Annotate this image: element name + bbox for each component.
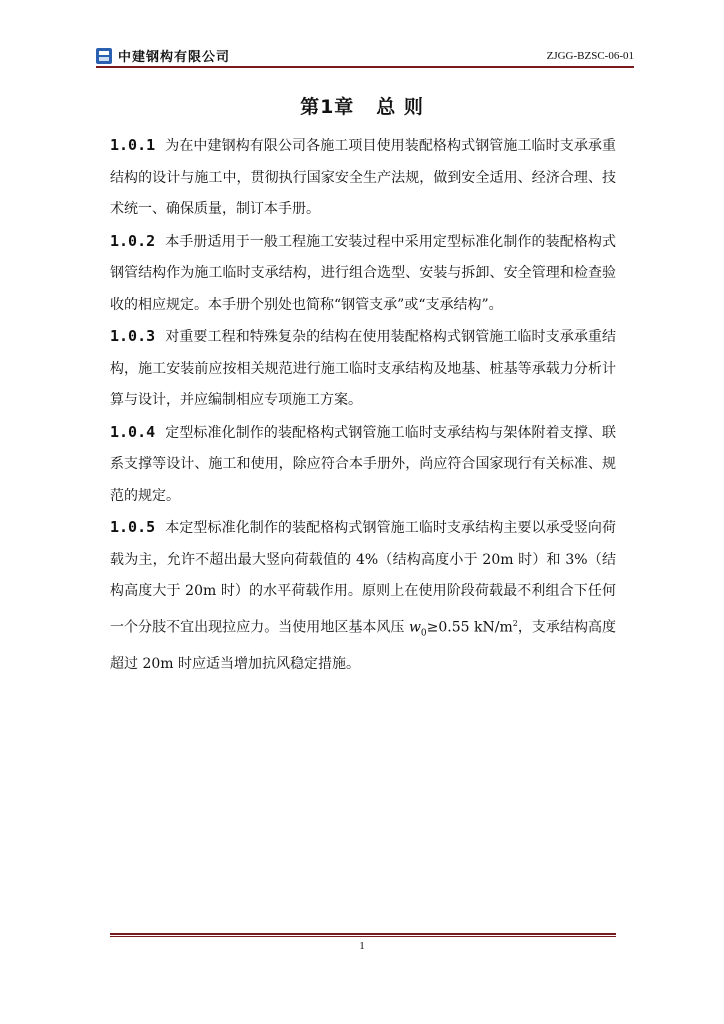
wind-pressure-value: ≥0.55 kN/m — [426, 619, 513, 636]
clause-number: 1.0.5 — [110, 518, 156, 536]
clause — [110, 417, 616, 513]
wind-pressure-subscript: 0 — [420, 627, 427, 638]
company-name: 中建钢构有限公司 — [118, 50, 231, 65]
clause — [110, 512, 616, 681]
clause — [110, 321, 616, 417]
clause-number: 1.0.1 — [110, 136, 156, 154]
clause-number: 1.0.4 — [110, 422, 156, 441]
document-code: ZJGG-BZSC-06-01 — [546, 50, 634, 62]
footer-divider — [110, 933, 616, 937]
clause-text: 定型标准化制作的装配格构式钢管施工临时支承结构与架体附着支撑、联系支撑等设计、施工和使用，除应符合本手册外，尚应符合国家现行有关标准、规范的规定。 — [110, 424, 616, 504]
chapter-number: 第1章 — [300, 96, 355, 118]
clause-text: 本手册适用于一般工程施工安装过程中采用定型标准化制作的装配格构式钢管结构作为施工临时支承结构，进行组合选型、安装与拆卸、安全管理和检查验收的相应规定。本手册个别处也简称“钢管支承”或“支承结构”。 — [110, 233, 616, 313]
clause-number: 1.0.3 — [110, 327, 156, 345]
clause — [110, 226, 616, 322]
unit-superscript: 2 — [512, 618, 518, 628]
clause-number: 1.0.2 — [110, 231, 156, 250]
chapter-name: 总 则 — [376, 96, 424, 118]
page-header — [96, 44, 634, 68]
clause — [110, 130, 616, 226]
document-body — [110, 130, 616, 681]
chapter-title — [0, 92, 724, 119]
page-number: 1 — [359, 940, 365, 952]
header-divider — [96, 66, 634, 68]
clause-text: 本定型标准化制作的装配格构式钢管施工临时支承结构主要以承受竖向荷载为主，允许不超出最大竖向荷载值的 4%（结构高度小于 20m 时）和 3%（结构高度大于 20m 时）的水平荷载作用。原则上在使用阶段荷载最不利组合下任何一个分肢不宜出现拉应力。当使用地区基本风压 — [110, 520, 616, 636]
company-logo-icon — [96, 48, 112, 64]
clause-text-tail: ，支承结构高度超过 20m 时应适当增加抗风稳定措施。 — [110, 619, 617, 673]
clause-text: 对重要工程和特殊复杂的结构在使用装配格构式钢管施工临时支承承重结构，施工安装前应按相关规范进行施工临时支承结构及地基、桩基等承载力分析计算与设计，并应编制相应专项施工方案。 — [110, 329, 616, 408]
clause-text: 为在中建钢构有限公司各施工项目使用装配格构式钢管施工临时支承承重结构的设计与施工中，贯彻执行国家安全生产法规，做到安全适用、经济合理、技术统一、确保质量，制订本手册。 — [110, 138, 616, 217]
wind-pressure-symbol: w — [408, 619, 421, 636]
